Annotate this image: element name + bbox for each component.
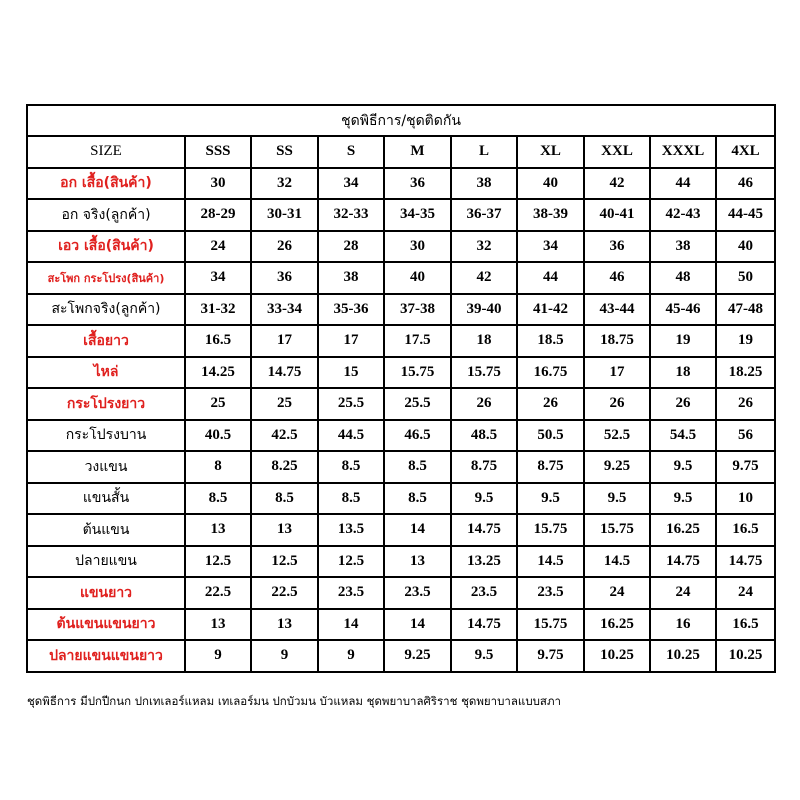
table-cell: 34 — [318, 168, 384, 200]
table-cell: 13 — [185, 609, 251, 641]
table-cell: 12.5 — [318, 546, 384, 578]
table-cell: 16.25 — [584, 609, 650, 641]
table-cell: 44-45 — [716, 199, 775, 231]
row-label: แขนสั้น — [27, 483, 185, 515]
row-label: กระโปรงยาว — [27, 388, 185, 420]
table-cell: 8.25 — [251, 451, 318, 483]
table-cell: 36 — [384, 168, 451, 200]
table-cell: 26 — [650, 388, 716, 420]
table-cell: 9.25 — [584, 451, 650, 483]
table-cell: 17.5 — [384, 325, 451, 357]
table-cell: 9.5 — [451, 640, 517, 672]
table-cell: 42 — [451, 262, 517, 294]
table-cell: 40 — [384, 262, 451, 294]
table-cell: 14 — [318, 609, 384, 641]
table-cell: 48.5 — [451, 420, 517, 452]
table-cell: 45-46 — [650, 294, 716, 326]
table-cell: 18.5 — [517, 325, 584, 357]
table-cell: 16.75 — [517, 357, 584, 389]
table-cell: 38 — [318, 262, 384, 294]
table-cell: 38 — [451, 168, 517, 200]
table-cell: 30-31 — [251, 199, 318, 231]
table-cell: 40.5 — [185, 420, 251, 452]
table-cell: 9.5 — [584, 483, 650, 515]
table-cell: 17 — [584, 357, 650, 389]
row-label: ปลายแขนแขนยาว — [27, 640, 185, 672]
table-cell: 14.25 — [185, 357, 251, 389]
table-row — [27, 388, 775, 420]
table-cell: 18 — [650, 357, 716, 389]
table-cell: 9.75 — [716, 451, 775, 483]
table-cell: 17 — [318, 325, 384, 357]
table-cell: 28-29 — [185, 199, 251, 231]
table-cell: 14.5 — [517, 546, 584, 578]
table-cell: 38 — [650, 231, 716, 263]
table-cell: 15.75 — [584, 514, 650, 546]
footer-note: ชุดพิธีการ มีปกปีกนก ปกเทเลอร์แหลม เทเลอร์มน ปกบัวมน บัวแหลม ชุดพยาบาลศิริราช ชุดพยาบาลแบบสภา — [27, 694, 561, 708]
table-row — [27, 168, 775, 200]
size-column-header: SIZE — [27, 136, 185, 168]
table-cell: 32 — [251, 168, 318, 200]
table-cell: 41-42 — [517, 294, 584, 326]
table-cell: 26 — [251, 231, 318, 263]
table-cell: 8.5 — [251, 483, 318, 515]
table-cell: 50 — [716, 262, 775, 294]
row-label: ต้นแขนแขนยาว — [27, 609, 185, 641]
table-row — [27, 546, 775, 578]
table-cell: 38-39 — [517, 199, 584, 231]
table-cell: 22.5 — [251, 577, 318, 609]
size-header-sss: SSS — [185, 136, 251, 168]
table-cell: 18 — [451, 325, 517, 357]
table-cell: 33-34 — [251, 294, 318, 326]
table-cell: 44 — [517, 262, 584, 294]
table-cell: 8.75 — [517, 451, 584, 483]
size-header-l: L — [451, 136, 517, 168]
table-cell: 40-41 — [584, 199, 650, 231]
table-cell: 43-44 — [584, 294, 650, 326]
table-cell: 35-36 — [318, 294, 384, 326]
table-cell: 9 — [318, 640, 384, 672]
size-table-body — [27, 168, 775, 672]
table-cell: 8.5 — [384, 451, 451, 483]
table-cell: 28 — [318, 231, 384, 263]
table-cell: 39-40 — [451, 294, 517, 326]
row-label: ไหล่ — [27, 357, 185, 389]
table-cell: 9.25 — [384, 640, 451, 672]
table-cell: 16.25 — [650, 514, 716, 546]
table-cell: 30 — [185, 168, 251, 200]
table-cell: 19 — [716, 325, 775, 357]
table-cell: 15 — [318, 357, 384, 389]
row-label: อก จริง(ลูกค้า) — [27, 199, 185, 231]
size-header-xl: XL — [517, 136, 584, 168]
table-cell: 54.5 — [650, 420, 716, 452]
size-header-ss: SS — [251, 136, 318, 168]
table-row — [27, 294, 775, 326]
table-cell: 9.5 — [451, 483, 517, 515]
table-cell: 14.75 — [451, 514, 517, 546]
table-cell: 8.5 — [185, 483, 251, 515]
table-cell: 10.25 — [716, 640, 775, 672]
table-cell: 24 — [584, 577, 650, 609]
table-cell: 26 — [517, 388, 584, 420]
table-cell: 15.75 — [451, 357, 517, 389]
table-cell: 25 — [251, 388, 318, 420]
table-cell: 14.5 — [584, 546, 650, 578]
table-cell: 14 — [384, 514, 451, 546]
table-cell: 23.5 — [517, 577, 584, 609]
table-row — [27, 609, 775, 641]
table-cell: 14.75 — [650, 546, 716, 578]
table-cell: 36 — [584, 231, 650, 263]
table-cell: 16 — [650, 609, 716, 641]
row-label: กระโปรงบาน — [27, 420, 185, 452]
table-row — [27, 262, 775, 294]
table-cell: 18.75 — [584, 325, 650, 357]
table-cell: 13 — [185, 514, 251, 546]
row-label: ปลายแขน — [27, 546, 185, 578]
table-row — [27, 577, 775, 609]
table-cell: 13 — [384, 546, 451, 578]
table-cell: 8.5 — [318, 451, 384, 483]
table-cell: 42-43 — [650, 199, 716, 231]
table-cell: 48 — [650, 262, 716, 294]
table-cell: 26 — [584, 388, 650, 420]
table-cell: 46 — [584, 262, 650, 294]
table-cell: 14.75 — [251, 357, 318, 389]
table-row — [27, 325, 775, 357]
table-cell: 10.25 — [650, 640, 716, 672]
table-cell: 40 — [716, 231, 775, 263]
table-row — [27, 231, 775, 263]
table-cell: 50.5 — [517, 420, 584, 452]
table-cell: 15.75 — [517, 514, 584, 546]
table-cell: 16.5 — [185, 325, 251, 357]
table-cell: 34 — [185, 262, 251, 294]
table-cell: 42.5 — [251, 420, 318, 452]
size-header-m: M — [384, 136, 451, 168]
table-cell: 34-35 — [384, 199, 451, 231]
table-cell: 37-38 — [384, 294, 451, 326]
table-cell: 9.5 — [650, 451, 716, 483]
table-cell: 34 — [517, 231, 584, 263]
table-cell: 17 — [251, 325, 318, 357]
table-cell: 24 — [650, 577, 716, 609]
table-row — [27, 451, 775, 483]
table-row — [27, 420, 775, 452]
table-title: ชุดพิธีการ/ชุดติดกัน — [27, 105, 775, 136]
table-cell: 10 — [716, 483, 775, 515]
table-cell: 44 — [650, 168, 716, 200]
row-label: แขนยาว — [27, 577, 185, 609]
table-cell: 8 — [185, 451, 251, 483]
table-cell: 13.25 — [451, 546, 517, 578]
table-cell: 25 — [185, 388, 251, 420]
table-cell: 25.5 — [318, 388, 384, 420]
table-row — [27, 483, 775, 515]
row-label: เอว เสื้อ(สินค้า) — [27, 231, 185, 263]
table-cell: 12.5 — [251, 546, 318, 578]
table-cell: 8.75 — [451, 451, 517, 483]
table-cell: 15.75 — [384, 357, 451, 389]
table-cell: 42 — [584, 168, 650, 200]
table-cell: 36-37 — [451, 199, 517, 231]
row-label: สะโพกจริง(ลูกค้า) — [27, 294, 185, 326]
table-cell: 15.75 — [517, 609, 584, 641]
table-cell: 9.5 — [517, 483, 584, 515]
table-cell: 36 — [251, 262, 318, 294]
table-cell: 18.25 — [716, 357, 775, 389]
size-header-xxl: XXL — [584, 136, 650, 168]
row-label: ต้นแขน — [27, 514, 185, 546]
table-cell: 8.5 — [384, 483, 451, 515]
table-cell: 40 — [517, 168, 584, 200]
table-cell: 24 — [185, 231, 251, 263]
table-cell: 46 — [716, 168, 775, 200]
table-row — [27, 357, 775, 389]
table-cell: 14.75 — [716, 546, 775, 578]
table-cell: 26 — [716, 388, 775, 420]
row-label: สะโพก กระโปรง(สินค้า) — [27, 262, 185, 294]
row-label: เสื้อยาว — [27, 325, 185, 357]
table-cell: 16.5 — [716, 609, 775, 641]
table-cell: 13 — [251, 609, 318, 641]
table-row — [27, 640, 775, 672]
size-header-xxxl: XXXL — [650, 136, 716, 168]
table-cell: 24 — [716, 577, 775, 609]
table-cell: 32-33 — [318, 199, 384, 231]
table-cell: 16.5 — [716, 514, 775, 546]
table-cell: 12.5 — [185, 546, 251, 578]
table-cell: 46.5 — [384, 420, 451, 452]
table-cell: 9.5 — [650, 483, 716, 515]
table-cell: 9.75 — [517, 640, 584, 672]
table-cell: 13.5 — [318, 514, 384, 546]
size-header-s: S — [318, 136, 384, 168]
row-label: อก เสื้อ(สินค้า) — [27, 168, 185, 200]
table-cell: 23.5 — [384, 577, 451, 609]
table-cell: 32 — [451, 231, 517, 263]
table-row — [27, 514, 775, 546]
table-cell: 52.5 — [584, 420, 650, 452]
table-cell: 22.5 — [185, 577, 251, 609]
size-chart-table — [26, 104, 776, 673]
table-cell: 13 — [251, 514, 318, 546]
table-cell: 44.5 — [318, 420, 384, 452]
table-cell: 8.5 — [318, 483, 384, 515]
table-cell: 19 — [650, 325, 716, 357]
table-cell: 25.5 — [384, 388, 451, 420]
table-cell: 10.25 — [584, 640, 650, 672]
table-cell: 47-48 — [716, 294, 775, 326]
table-cell: 9 — [185, 640, 251, 672]
size-header-4xl: 4XL — [716, 136, 775, 168]
table-cell: 14.75 — [451, 609, 517, 641]
row-label: วงแขน — [27, 451, 185, 483]
table-cell: 31-32 — [185, 294, 251, 326]
table-row — [27, 199, 775, 231]
size-header-row — [27, 136, 775, 168]
table-cell: 9 — [251, 640, 318, 672]
table-cell: 30 — [384, 231, 451, 263]
table-cell: 26 — [451, 388, 517, 420]
table-cell: 23.5 — [318, 577, 384, 609]
table-cell: 23.5 — [451, 577, 517, 609]
table-cell: 14 — [384, 609, 451, 641]
table-cell: 56 — [716, 420, 775, 452]
